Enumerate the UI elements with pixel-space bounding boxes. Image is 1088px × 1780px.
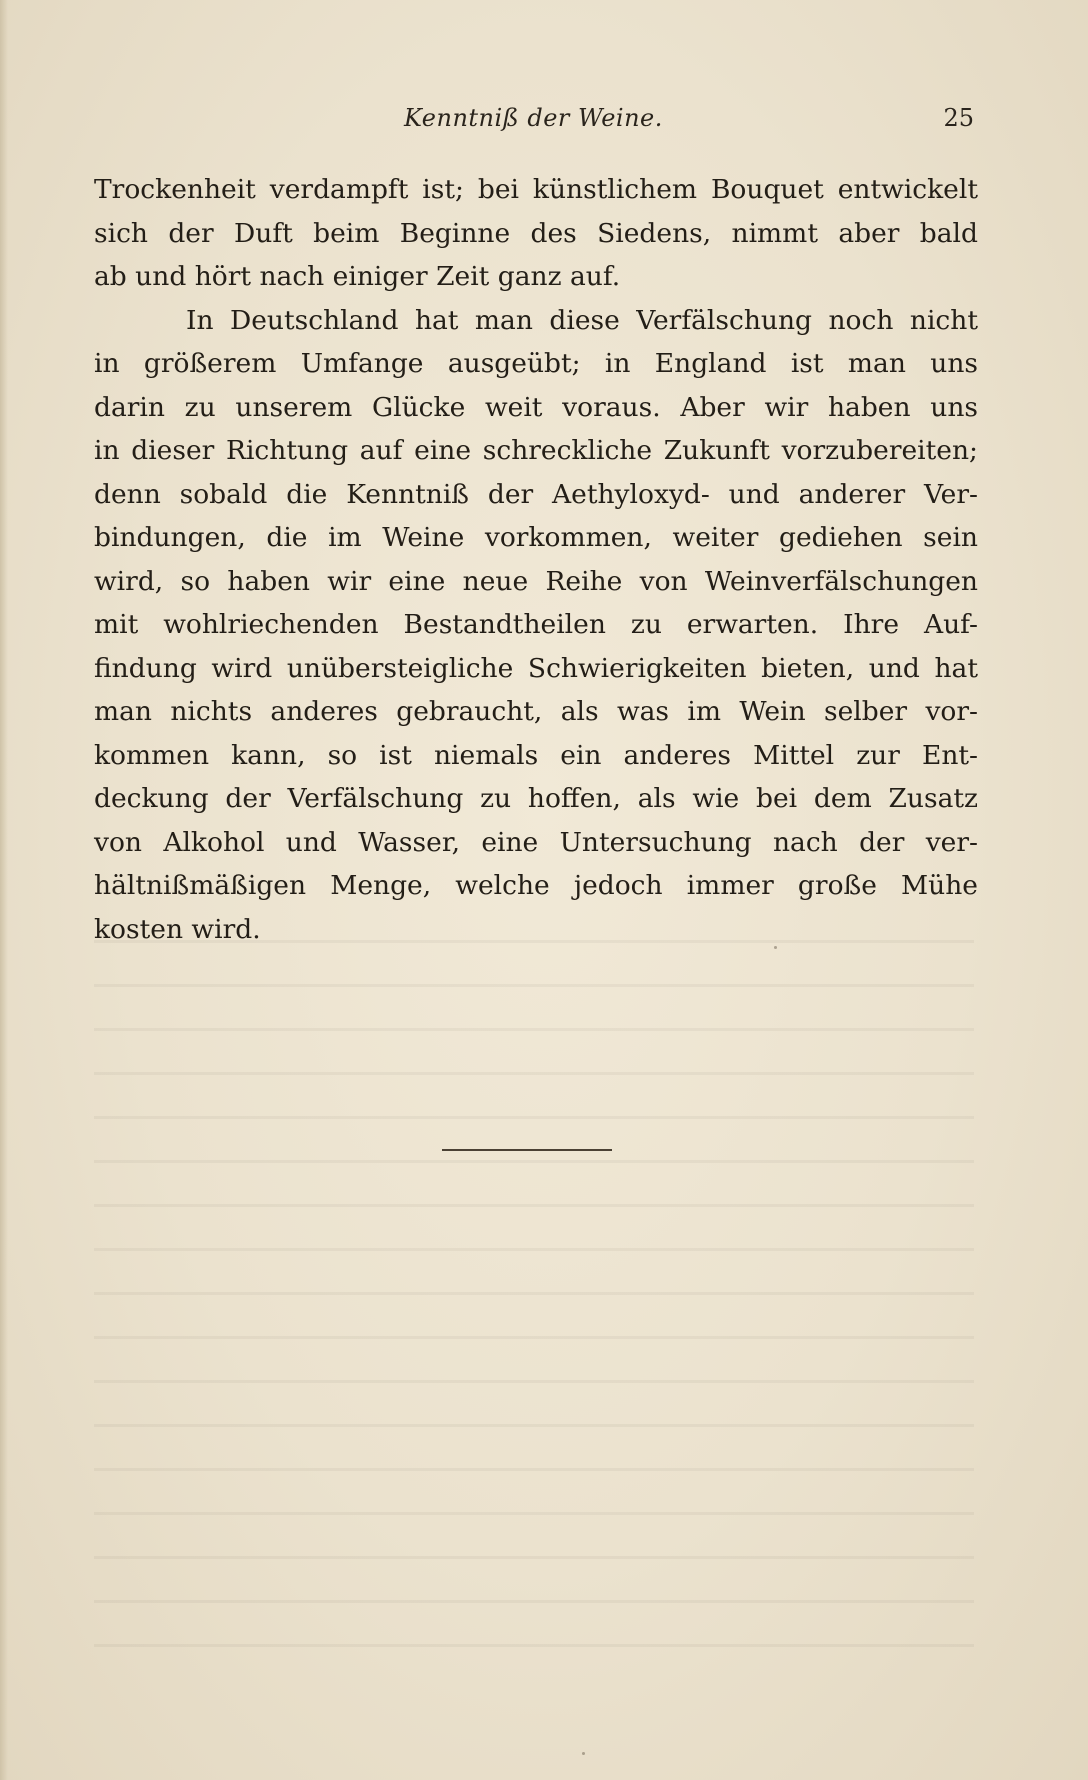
text-line: ab und hört nach einiger Zeit ganz auf.	[94, 261, 621, 292]
text-line: kosten wird.	[94, 913, 261, 945]
text-line: darin zu unserem Glücke weit voraus. Aber wir haben uns	[94, 391, 978, 423]
text-line: von Alkohol und Wasser, eine Untersuchung nach der ver-	[94, 826, 978, 858]
text-line: denn sobald die Kenntniß der Aethyloxyd- und anderer Ver-	[94, 478, 978, 510]
text-line: findung wird unübersteigliche Schwierigkeiten bieten, und hat	[94, 652, 978, 684]
text-line: wird, so haben wir eine neue Reihe von Weinverfälschungen	[94, 565, 978, 597]
body-text	[94, 168, 978, 951]
text-line: In Deutschland hat man diese Verfälschung noch nicht	[186, 304, 978, 336]
running-title: Kenntniß der Weine.	[404, 104, 663, 132]
text-line: in dieser Richtung auf eine schreckliche Zukunft vorzubereiten;	[94, 435, 978, 466]
page-edge-shadow	[0, 0, 8, 1780]
show-through-texture	[94, 940, 974, 1680]
text-line: man nichts anderes gebraucht, als was im Wein selber vor-	[94, 696, 978, 727]
paper-speck	[774, 946, 777, 949]
text-line: sich der Duft beim Beginne des Siedens, nimmt aber bald	[94, 217, 978, 249]
running-head	[0, 104, 1088, 144]
text-line: Trockenheit verdampft ist; bei künstlichem Bouquet entwickelt	[94, 174, 978, 205]
text-line: kommen kann, so ist niemals ein anderes Mittel zur Ent-	[94, 739, 978, 771]
text-line: mit wohlriechenden Bestandtheilen zu erwarten. Ihre Auf-	[94, 609, 978, 640]
text-line: deckung der Verfälschung zu hoffen, als wie bei dem Zusatz	[94, 783, 978, 814]
page-number: 25	[943, 104, 974, 132]
text-line: hältnißmäßigen Menge, welche jedoch immer große Mühe	[94, 870, 978, 901]
text-line: bindungen, die im Weine vorkommen, weiter gediehen sein	[94, 522, 978, 553]
section-divider-rule	[442, 1149, 612, 1151]
paper-speck	[582, 1752, 585, 1755]
text-line: in größerem Umfange ausgeübt; in England ist man uns	[94, 348, 978, 379]
